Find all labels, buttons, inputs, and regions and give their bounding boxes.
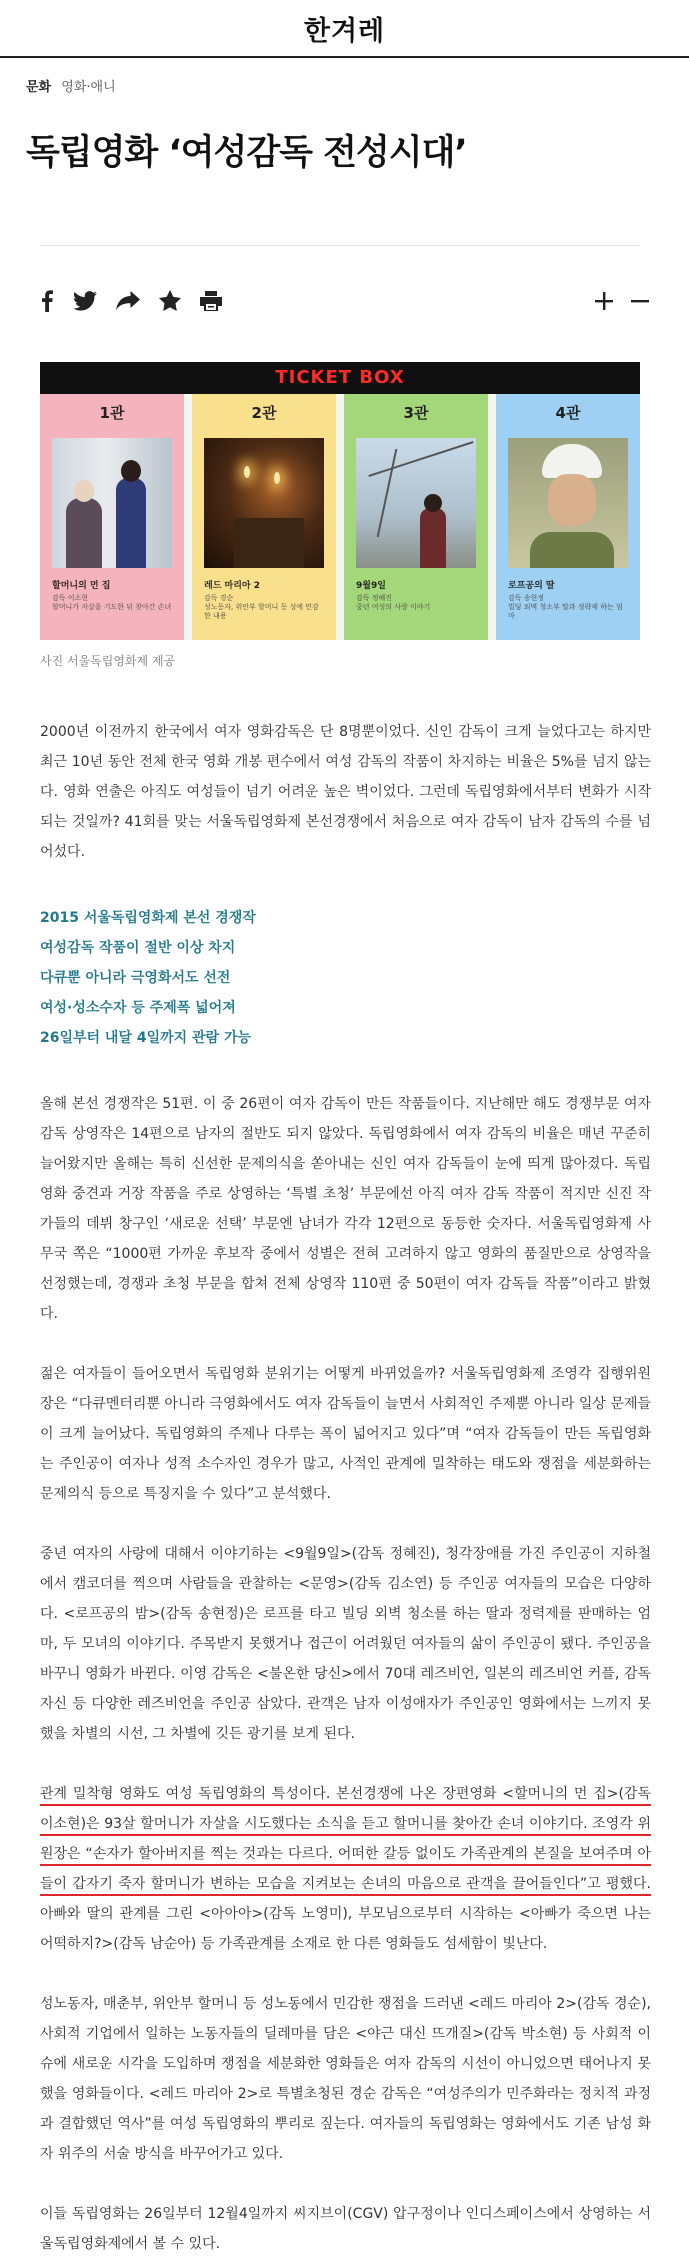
breadcrumb-section[interactable]: 문화 [26,80,52,95]
facebook-icon[interactable] [40,290,54,312]
star-icon[interactable] [159,290,181,311]
hall-film-title: 할머니의 먼 집 [52,580,111,591]
paragraph-4: 중년 여자의 사랑에 대해서 이야기하는 <9월9일>(감독 정혜진), 청각장애를 가진 주인공이 지하철에서 캠코더를 찍으며 사람들을 관찰하는 <문영>(감독 김소연) 등 주인공 여자들의 모습은 다양하다. <로프공의 밤>(감독 송현정)은 로프를 타고 빌딩 외벽 청소를 하는 딸과 정력제를 판매하는 엄마, 두 모녀의 이야기다. 주목받지 못했거나 접근이 어려웠던 여자들의 삶이 주인공이 됐다. 주인공을 바꾸니 영화가 바뀐다. 이영 감독은 <불온한 당신>에서 70대 레즈비언, 일본의 레즈비언 커플, 감독 자신 등 다양한 레즈비언을 주인공 삼았다. 관객은 남자 이성애자가 주인공인 영화에서는 느끼지 못했을 차별의 시선, 그 차별에 깃든 광기를 보게 된다. [40,1545,651,1742]
hall-film-title: 로프공의 딸 [508,580,555,591]
paragraph-7: 이들 독립영화는 26일부터 12월4일까지 씨지브이(CGV) 압구정이나 인디스페이스에서 상영하는 서울독립영화제에서 볼 수 있다. [40,2205,651,2252]
article-title: 독립영화 ‘여성감독 전성시대’ [26,133,467,173]
hall-3 [344,394,488,640]
article-toolbar [0,274,689,328]
hall-film-title: 레드 마리아 2 [204,580,260,591]
minus-icon[interactable] [631,292,649,310]
summary-item: 26일부터 내달 4일까지 관람 가능 [40,1029,252,1046]
hall-number: 3관 [403,403,429,422]
breadcrumb-subsection[interactable]: 영화·애니 [61,80,116,95]
hall-film-info: 감독 이소현 할머니가 자살을 기도한 뒤 찾아간 손녀 [52,593,172,611]
summary-box [40,903,651,1053]
title-divider [40,245,640,246]
summary-item: 2015 서울독립영화제 본선 경쟁작 [40,909,256,926]
hall-1 [40,394,184,640]
paragraph-2: 올해 본선 경쟁작은 51편. 이 중 26편이 여자 감독이 만든 작품들이다. 지난해만 해도 경쟁부문 여자 감독 상영작은 14편으로 남자의 절반도 되지 않았다. 독립영화에서 여자 감독의 비율은 매년 꾸준히 늘어왔지만 올해는 특히 신선한 문제의식을 쏟아내는 신인 여자 감독들이 눈에 띄게 많아졌다. 독립영화 중견과 거장 작품을 주로 상영하는 ‘특별 초청’ 부문에선 아직 여자 감독 작품이 적지만 신진 작가들의 데뷔 창구인 ‘새로운 선택’ 부문엔 남녀가 각각 12편으로 동등한 숫자다. 서울독립영화제 사무국 쪽은 “1000편 가까운 후보작 중에서 성별은 전혀 고려하지 않고 영화의 품질만으로 상영작을 선정했는데, 경쟁과 초청 부문을 합쳐 전체 상영작 110편 중 50편이 여자 감독들 작품”이라고 밝혔다. [40,1095,651,1322]
poster-halls [40,394,640,640]
print-icon[interactable] [200,291,222,311]
hall-photo [52,438,172,568]
hall-photo [508,438,628,568]
hall-film-info: 감독 경순 성노동자, 위안부 할머니 등 성에 민감한 내용 [204,593,319,621]
hall-number: 2관 [251,403,277,422]
twitter-icon[interactable] [73,291,97,311]
paragraph-6: 성노동자, 매춘부, 위안부 할머니 등 성노동에서 민감한 쟁점을 드러낸 <레드 마리아 2>(감독 경순), 사회적 기업에서 일하는 노동자들의 딜레마를 담은 <야근 대신 뜨개질>(감독 박소현) 등 사회적 이슈에 새로운 시각을 도입하며 쟁점을 세분화한 영화들은 여자 감독의 시선이 아니었으면 태어나지 못했을 영화들이다. <레드 마리아 2>로 특별초청된 경순 감독은 “여성주의가 민주화라는 정치적 과정과 결합했던 역사”를 여성 독립영화의 뿌리로 짚는다. 여자들의 독립영화는 영화에서도 기존 남성 화자 위주의 서술 방식을 바꾸어가고 있다. [40,1995,651,2162]
summary-item: 여성감독 작품이 절반 이상 차지 [40,939,236,956]
ticket-box-poster[interactable] [40,362,640,640]
hall-film-title: 9월9일 [356,580,386,591]
hall-number: 1관 [99,403,125,422]
summary-item: 여성·성소수자 등 주제폭 넓어져 [40,999,236,1016]
hall-photo [204,438,324,568]
share-arrow-icon[interactable] [116,291,140,311]
hall-film-info: 감독 정혜진 중년 여성의 사랑 이야기 [356,593,431,611]
summary-item: 다큐뿐 아니라 극영화서도 선전 [40,969,231,986]
paragraph-5-rest: 아빠와 딸의 관계를 그린 <아아아>(감독 노영미), 부모님으로부터 시작하는 <아빠가 죽으면 나는 어떡하지?>(감독 남순아) 등 가족관계를 소재로 한 다른 영화들도 섬세함이 빛난다. [40,1905,651,1952]
article-figure [40,362,640,669]
site-logo[interactable]: 한겨레 [303,15,386,47]
photo-caption: 사진 서울독립영화제 제공 [40,653,176,668]
paragraph-3: 젊은 여자들이 들어오면서 독립영화 분위기는 어떻게 바뀌었을까? 서울독립영화제 조영각 집행위원장은 “다큐멘터리뿐 아니라 극영화에서도 여자 감독들이 늘면서 사회적인 주제뿐 아니라 일상 문제들이 크게 늘어났다. 독립영화의 주제나 다루는 폭이 넓어지고 있다”며 “여자 감독들이 만든 독립영화는 주인공이 여자나 성적 소수자인 경우가 많고, 사적인 관계에 밀착하는 태도와 쟁점을 세분화하는 문제의식 등으로 특징지을 수 있다”고 분석했다. [40,1365,651,1502]
font-size-controls [595,292,649,310]
plus-icon[interactable] [595,292,613,310]
article-body [0,717,689,2259]
hall-2 [192,394,336,640]
hall-film-info: 감독 송현정 빌딩 외벽 청소부 딸과 정략제 하는 엄마 [508,593,623,621]
hall-4 [496,394,640,640]
hall-photo [356,438,476,568]
poster-header [40,362,640,394]
breadcrumb [0,58,689,95]
highlighted-text: 관계 밀착형 영화도 여성 독립영화의 특성이다. 본선경쟁에 나온 장편영화 <할머니의 먼 집>(감독 이소현)은 93살 할머니가 자살을 시도했다는 소식을 듣고 할머니를 찾아간 손녀 이야기다. 조영각 위원장은 “손자가 할아버지를 찍는 것과는 다르다. 어떠한 갈등 없이도 가족관계의 본질을 보여주며 아들이 갑자기 죽자 할머니가 변하는 모습을 지켜보는 손녀의 마음으로 관객을 끌어들인다”고 평했다. [40,1785,651,1892]
paragraph-5 [40,1779,651,1959]
share-bar [40,290,222,312]
masthead [0,0,689,58]
hall-number: 4관 [555,403,581,422]
poster-title: TICKET BOX [275,367,405,388]
paragraph-1: 2000년 이전까지 한국에서 여자 영화감독은 단 8명뿐이었다. 신인 감독이 크게 늘었다고는 하지만 최근 10년 동안 전체 한국 영화 개봉 편수에서 여성 감독의 작품이 차지하는 비율은 5%를 넘지 않는다. 영화 연출은 아직도 여성들이 넘기 어려운 높은 벽이었다. 그런데 독립영화에서부터 변화가 시작되는 것일까? 41회를 맞는 서울독립영화제 본선경쟁에서 처음으로 여자 감독이 남자 감독의 수를 넘어섰다. [40,723,651,860]
